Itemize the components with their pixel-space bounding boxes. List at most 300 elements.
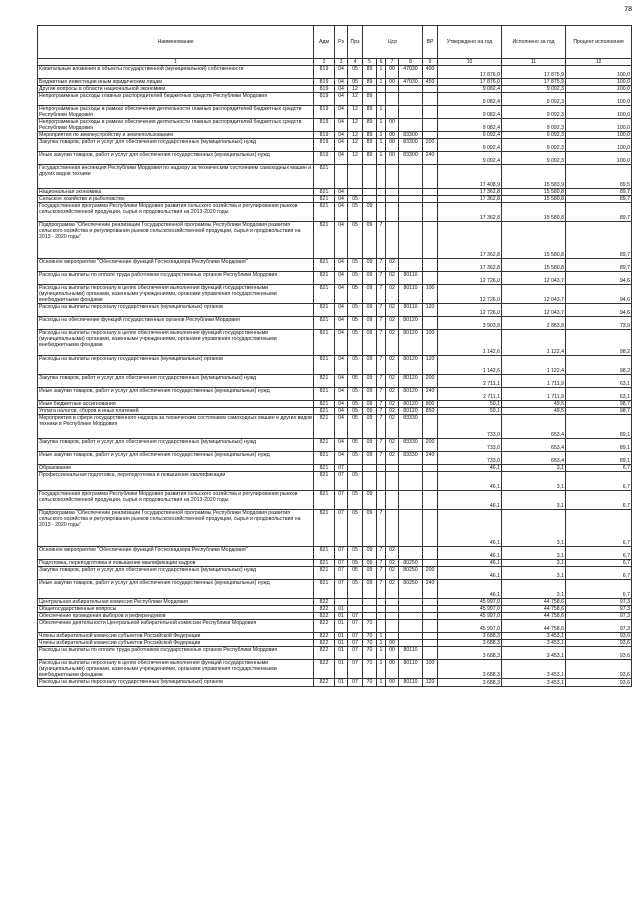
table-cell-csr-event	[386, 620, 399, 633]
table-cell-fact: 2 883,8	[502, 317, 566, 330]
table-cell-csr-direction: 83300	[399, 139, 423, 152]
table-cell-plan: 3 903,8	[438, 317, 502, 330]
table-cell-csr-program: 70	[363, 633, 377, 640]
table-cell-rz: 07	[335, 547, 348, 560]
table-cell-csr-event: 00	[386, 660, 399, 679]
table-cell-fact: 3 453,1	[502, 633, 566, 640]
table-cell-prz: 07	[348, 620, 363, 633]
table-cell-rz: 04	[335, 79, 348, 86]
table-cell-prz	[348, 189, 363, 196]
table-cell-prz	[348, 165, 363, 189]
table-cell-percent: 93,6	[566, 633, 632, 640]
table-cell-name: Подпрограмма "Обеспечение реализации Государственной программы Республики Мордовия развития сельского хозяйства и регулирования рынков сельскохозяйственной продукции, сырья и продовольствия на 2013 - 2020 годы"	[38, 510, 314, 547]
col-header-vr: ВР	[423, 26, 438, 59]
col-header-fact: Исполнено за год	[502, 26, 566, 59]
table-cell-plan: 17 362,8	[438, 189, 502, 196]
table-cell-percent: 93,6	[566, 660, 632, 679]
table-cell-plan: 733,0	[438, 439, 502, 452]
table-cell-plan: 1 142,6	[438, 356, 502, 375]
table-cell-csr-program: 09	[363, 222, 377, 259]
table-cell-csr-subprogram: 7	[377, 272, 386, 285]
table-cell-csr-program: 70	[363, 679, 377, 687]
table-cell-name: Иные закупки товаров, работ и услуг для обеспечения государственных (муниципальных) нужд	[38, 152, 314, 165]
table-cell-vr	[423, 222, 438, 259]
table-cell-csr-direction: 80120	[399, 330, 423, 356]
table-cell-csr-subprogram	[377, 165, 386, 189]
table-cell-csr-direction	[399, 86, 423, 93]
table-cell-adm: 821	[314, 375, 335, 388]
table-cell-prz: 05	[348, 388, 363, 401]
table-cell-csr-subprogram	[377, 599, 386, 606]
table-cell-percent: 89,5	[566, 165, 632, 189]
table-cell-csr-event: 02	[386, 375, 399, 388]
table-row	[38, 640, 632, 647]
table-cell-csr-direction	[399, 203, 423, 222]
table-cell-csr-program: 09	[363, 547, 377, 560]
table-cell-csr-subprogram: 7	[377, 375, 386, 388]
table-cell-vr	[423, 510, 438, 547]
table-cell-rz: 04	[335, 106, 348, 119]
table-cell-name: Капитальные вложения в объекты государственной (муниципальной) собственности	[38, 66, 314, 79]
table-cell-csr-direction	[399, 196, 423, 203]
table-cell-adm: 819	[314, 66, 335, 79]
table-cell-vr	[423, 547, 438, 560]
table-cell-prz: 12	[348, 86, 363, 93]
table-cell-rz: 04	[335, 139, 348, 152]
table-cell-rz: 04	[335, 119, 348, 132]
table-cell-csr-subprogram	[377, 620, 386, 633]
table-cell-prz: 05	[348, 304, 363, 317]
table-row	[38, 93, 632, 106]
table-cell-plan: 733,0	[438, 415, 502, 439]
table-cell-rz: 04	[335, 401, 348, 408]
table-row	[38, 330, 632, 356]
table-cell-csr-direction: 80110	[399, 304, 423, 317]
table-cell-vr: 240	[423, 580, 438, 599]
table-cell-csr-event	[386, 465, 399, 472]
table-cell-rz	[335, 599, 348, 606]
table-cell-csr-program: 09	[363, 388, 377, 401]
table-cell-adm: 821	[314, 285, 335, 304]
table-cell-prz: 05	[348, 285, 363, 304]
table-cell-prz: 12	[348, 139, 363, 152]
table-cell-csr-program: 89	[363, 93, 377, 106]
table-cell-adm: 821	[314, 330, 335, 356]
table-row	[38, 152, 632, 165]
table-cell-plan: 17 362,8	[438, 259, 502, 272]
table-cell-csr-subprogram	[377, 196, 386, 203]
table-cell-fact: 9 092,3	[502, 139, 566, 152]
table-cell-rz: 04	[335, 222, 348, 259]
col-header-name: Наименование	[38, 26, 314, 59]
table-cell-vr	[423, 259, 438, 272]
table-row	[38, 401, 632, 408]
table-cell-adm: 821	[314, 560, 335, 567]
table-cell-csr-subprogram: 7	[377, 285, 386, 304]
table-cell-plan: 2 711,1	[438, 375, 502, 388]
table-cell-adm: 819	[314, 119, 335, 132]
table-cell-rz: 01	[335, 620, 348, 633]
table-cell-adm: 822	[314, 620, 335, 633]
table-cell-fact: 9 092,3	[502, 152, 566, 165]
col-number: 6	[377, 59, 386, 66]
table-cell-csr-subprogram	[377, 189, 386, 196]
table-cell-percent: 98,7	[566, 408, 632, 415]
table-cell-vr	[423, 189, 438, 196]
table-cell-adm: 821	[314, 465, 335, 472]
table-cell-csr-event: 00	[386, 119, 399, 132]
table-cell-plan: 9 082,4	[438, 106, 502, 119]
table-cell-csr-event	[386, 606, 399, 613]
table-cell-vr: 120	[423, 304, 438, 317]
table-cell-csr-program: 09	[363, 330, 377, 356]
table-cell-fact: 44 758,6	[502, 620, 566, 633]
table-cell-csr-program: 70	[363, 660, 377, 679]
table-cell-rz: 04	[335, 259, 348, 272]
table-cell-fact: 653,4	[502, 452, 566, 465]
table-cell-vr	[423, 196, 438, 203]
table-cell-percent: 89,7	[566, 222, 632, 259]
table-cell-name: Иные закупки товаров, работ и услуг для обеспечения государственных (муниципальных) нужд	[38, 452, 314, 465]
table-cell-csr-event	[386, 222, 399, 259]
table-cell-vr	[423, 472, 438, 491]
table-cell-csr-program: 09	[363, 375, 377, 388]
table-cell-csr-program: 89	[363, 139, 377, 152]
table-cell-adm: 822	[314, 633, 335, 640]
table-cell-percent: 63,1	[566, 375, 632, 388]
table-cell-csr-direction	[399, 640, 423, 647]
col-number: 2	[314, 59, 335, 66]
table-row	[38, 560, 632, 567]
table-cell-csr-event	[386, 491, 399, 510]
table-cell-fact: 17 875,9	[502, 79, 566, 86]
table-cell-csr-program	[363, 472, 377, 491]
table-cell-percent: 73,9	[566, 317, 632, 330]
table-cell-csr-event: 00	[386, 139, 399, 152]
table-cell-vr: 240	[423, 152, 438, 165]
table-cell-rz: 01	[335, 613, 348, 620]
table-cell-rz: 01	[335, 647, 348, 660]
table-cell-name: Расходы на выплаты персоналу государственных (муниципальных) органов	[38, 679, 314, 687]
table-row	[38, 388, 632, 401]
table-cell-csr-direction	[399, 491, 423, 510]
table-cell-plan: 2 711,1	[438, 388, 502, 401]
table-row	[38, 567, 632, 580]
table-cell-prz: 05	[348, 196, 363, 203]
table-row	[38, 132, 632, 139]
table-cell-plan: 46,1	[438, 580, 502, 599]
header-number-row	[38, 59, 632, 66]
table-cell-rz: 07	[335, 472, 348, 491]
table-cell-fact: 15 583,9	[502, 165, 566, 189]
table-cell-prz: 05	[348, 330, 363, 356]
table-cell-plan: 50,1	[438, 401, 502, 408]
table-cell-percent: 94,6	[566, 272, 632, 285]
table-cell-name: Закупка товаров, работ и услуг для обеспечения государственных (муниципальных) нужд	[38, 139, 314, 152]
table-cell-csr-subprogram: 1	[377, 132, 386, 139]
table-cell-csr-direction: 80120	[399, 408, 423, 415]
table-cell-vr: 240	[423, 388, 438, 401]
table-cell-plan: 3 688,3	[438, 633, 502, 640]
table-cell-adm: 822	[314, 647, 335, 660]
table-row	[38, 66, 632, 79]
col-number: 8	[399, 59, 423, 66]
table-cell-csr-program: 70	[363, 620, 377, 633]
table-cell-adm: 821	[314, 567, 335, 580]
table-row	[38, 580, 632, 599]
col-number: 7	[386, 59, 399, 66]
table-cell-fact: 49,5	[502, 401, 566, 408]
table-cell-percent: 6,7	[566, 491, 632, 510]
table-cell-vr	[423, 317, 438, 330]
table-cell-name: Расходы на выплаты персоналу в целях обеспечения выполнения функций государственными (муниципальными) органами, казенными учреждениями, органами управления государственными внебюджетными фондами	[38, 330, 314, 356]
table-cell-plan: 9 092,4	[438, 152, 502, 165]
table-cell-name: Подпрограмма "Обеспечение реализации Государственной программы Республики Мордовия развития сельского хозяйства и регулирования рынков сельскохозяйственной продукции, сырья и продовольствия на 2013 - 2020 годы"	[38, 222, 314, 259]
table-cell-csr-event: 00	[386, 679, 399, 687]
table-cell-plan: 9 082,4	[438, 93, 502, 106]
col-header-adm: Адм	[314, 26, 335, 59]
table-cell-prz: 05	[348, 317, 363, 330]
table-cell-plan: 17 362,8	[438, 203, 502, 222]
table-cell-name: Иные бюджетные ассигнования	[38, 401, 314, 408]
table-cell-fact: 9 092,3	[502, 86, 566, 93]
table-cell-adm: 822	[314, 606, 335, 613]
table-cell-adm: 821	[314, 452, 335, 465]
table-cell-rz: 04	[335, 388, 348, 401]
col-header-pct: Процент исполнения	[566, 26, 632, 59]
table-cell-percent: 89,1	[566, 439, 632, 452]
table-cell-vr	[423, 491, 438, 510]
table-cell-csr-event: 02	[386, 259, 399, 272]
table-cell-percent: 93,6	[566, 640, 632, 647]
table-cell-csr-direction: 80110	[399, 660, 423, 679]
table-cell-csr-subprogram	[377, 203, 386, 222]
table-cell-name: Непрограммные расходы в рамках обеспечения деятельности главных распорядителей бюджетных средств Республики Мордовия	[38, 119, 314, 132]
table-cell-csr-direction: 47030	[399, 66, 423, 79]
table-cell-percent: 100,0	[566, 66, 632, 79]
table-cell-csr-direction	[399, 222, 423, 259]
table-cell-csr-subprogram: 7	[377, 222, 386, 259]
table-cell-adm: 821	[314, 547, 335, 560]
table-cell-adm: 821	[314, 510, 335, 547]
table-cell-csr-event: 00	[386, 132, 399, 139]
table-cell-prz: 05	[348, 259, 363, 272]
table-cell-fact: 3 453,1	[502, 660, 566, 679]
table-cell-prz: 05	[348, 560, 363, 567]
table-cell-rz: 04	[335, 304, 348, 317]
table-cell-rz: 04	[335, 132, 348, 139]
table-cell-csr-direction: 83330	[399, 452, 423, 465]
table-cell-csr-direction: 80110	[399, 272, 423, 285]
table-cell-name: Мероприятия по землеустройству и землепользованию	[38, 132, 314, 139]
table-cell-csr-subprogram: 1	[377, 66, 386, 79]
table-cell-adm: 819	[314, 86, 335, 93]
table-cell-csr-program	[363, 606, 377, 613]
table-cell-csr-event: 02	[386, 388, 399, 401]
table-cell-fact: 3,1	[502, 560, 566, 567]
table-cell-adm: 821	[314, 189, 335, 196]
table-cell-csr-direction	[399, 93, 423, 106]
table-cell-csr-event: 00	[386, 79, 399, 86]
table-cell-rz: 04	[335, 408, 348, 415]
col-header-plan: Утверждено на год	[438, 26, 502, 59]
table-cell-adm: 822	[314, 679, 335, 687]
table-cell-prz: 07	[348, 647, 363, 660]
table-cell-csr-program	[363, 86, 377, 93]
table-cell-plan: 45 997,0	[438, 620, 502, 633]
table-cell-adm: 821	[314, 222, 335, 259]
table-cell-fact: 9 092,3	[502, 106, 566, 119]
table-cell-percent: 100,0	[566, 152, 632, 165]
table-cell-vr	[423, 132, 438, 139]
table-cell-rz: 07	[335, 580, 348, 599]
table-cell-rz: 04	[335, 415, 348, 439]
table-cell-rz: 07	[335, 510, 348, 547]
table-cell-csr-program	[363, 196, 377, 203]
table-cell-csr-direction	[399, 259, 423, 272]
table-cell-csr-subprogram: 7	[377, 317, 386, 330]
table-cell-plan: 3 688,3	[438, 679, 502, 687]
table-cell-rz: 01	[335, 640, 348, 647]
table-cell-name: Общегосударственные вопросы	[38, 606, 314, 613]
table-cell-adm: 821	[314, 356, 335, 375]
table-row	[38, 679, 632, 687]
table-cell-percent: 93,6	[566, 679, 632, 687]
table-cell-percent: 100,0	[566, 93, 632, 106]
table-cell-rz: 04	[335, 317, 348, 330]
table-cell-csr-program: 09	[363, 560, 377, 567]
table-cell-percent: 100,0	[566, 106, 632, 119]
table-cell-csr-subprogram	[377, 613, 386, 620]
table-cell-name: Закупка товаров, работ и услуг для обеспечения государственных (муниципальных) нужд	[38, 567, 314, 580]
table-row	[38, 106, 632, 119]
table-cell-adm: 821	[314, 439, 335, 452]
table-cell-plan: 12 726,0	[438, 285, 502, 304]
table-body	[38, 66, 632, 687]
table-cell-name: Закупка товаров, работ и услуг для обеспечения государственных (муниципальных) нужд	[38, 375, 314, 388]
table-cell-name: Бюджетные инвестиции иным юридическим лицам	[38, 79, 314, 86]
table-cell-csr-direction	[399, 613, 423, 620]
table-cell-csr-event	[386, 93, 399, 106]
table-cell-prz: 05	[348, 491, 363, 510]
table-cell-csr-direction	[399, 620, 423, 633]
table-cell-name: Расходы на выплаты персоналу государственных (муниципальных) органов	[38, 304, 314, 317]
table-cell-csr-event	[386, 599, 399, 606]
table-cell-adm: 821	[314, 408, 335, 415]
table-cell-vr	[423, 599, 438, 606]
col-number: 11	[502, 59, 566, 66]
table-cell-csr-event	[386, 106, 399, 119]
table-cell-csr-program	[363, 599, 377, 606]
table-cell-csr-direction: 83330	[399, 415, 423, 439]
table-cell-adm: 821	[314, 165, 335, 189]
table-cell-vr	[423, 119, 438, 132]
table-cell-prz: 05	[348, 580, 363, 599]
table-row	[38, 660, 632, 679]
table-cell-percent: 6,7	[566, 465, 632, 472]
table-cell-csr-event: 02	[386, 330, 399, 356]
table-row	[38, 139, 632, 152]
table-cell-percent: 100,0	[566, 79, 632, 86]
table-cell-fact: 12 043,7	[502, 285, 566, 304]
table-row	[38, 165, 632, 189]
table-cell-csr-event: 02	[386, 560, 399, 567]
table-cell-csr-program: 09	[363, 439, 377, 452]
table-cell-prz	[348, 606, 363, 613]
table-cell-prz	[348, 599, 363, 606]
table-cell-csr-direction: 83330	[399, 439, 423, 452]
table-cell-csr-direction	[399, 599, 423, 606]
table-cell-plan: 50,1	[438, 408, 502, 415]
table-cell-plan: 9 082,4	[438, 119, 502, 132]
table-cell-adm: 819	[314, 106, 335, 119]
table-cell-name: Расходы на выплаты по оплате труда работников государственных органов Республики Мордовия	[38, 272, 314, 285]
col-number: 4	[348, 59, 363, 66]
table-cell-csr-subprogram: 7	[377, 304, 386, 317]
table-cell-vr	[423, 415, 438, 439]
table-cell-csr-subprogram: 1	[377, 647, 386, 660]
table-cell-csr-subprogram: 7	[377, 547, 386, 560]
table-cell-adm: 822	[314, 613, 335, 620]
table-cell-percent: 63,1	[566, 388, 632, 401]
table-cell-adm: 819	[314, 93, 335, 106]
table-cell-csr-direction: 80120	[399, 375, 423, 388]
table-cell-percent: 6,7	[566, 472, 632, 491]
table-cell-csr-event: 02	[386, 317, 399, 330]
table-cell-csr-subprogram	[377, 491, 386, 510]
table-cell-plan: 12 726,0	[438, 304, 502, 317]
table-cell-csr-event	[386, 203, 399, 222]
table-cell-percent: 100,0	[566, 119, 632, 132]
table-cell-name: Мероприятия в сфере государственного надзора за техническим состоянием самоходных машин и других видов техники в Республике Мордовия	[38, 415, 314, 439]
table-row	[38, 491, 632, 510]
table-cell-fact: 3,1	[502, 472, 566, 491]
table-cell-prz: 05	[348, 547, 363, 560]
table-cell-percent: 89,7	[566, 259, 632, 272]
table-cell-plan: 46,1	[438, 547, 502, 560]
col-header-csr: Цср	[363, 26, 423, 59]
table-cell-csr-direction: 80110	[399, 285, 423, 304]
table-cell-prz: 05	[348, 452, 363, 465]
table-cell-name: Обеспечение проведения выборов и референдумов	[38, 613, 314, 620]
table-cell-csr-direction: 80120	[399, 356, 423, 375]
table-row	[38, 620, 632, 633]
table-cell-vr: 100	[423, 330, 438, 356]
table-cell-plan: 46,1	[438, 491, 502, 510]
table-cell-csr-event	[386, 510, 399, 547]
table-cell-fact: 1 711,9	[502, 388, 566, 401]
table-cell-name: Другие вопросы в области национальной экономики	[38, 86, 314, 93]
table-cell-rz: 04	[335, 272, 348, 285]
table-row	[38, 285, 632, 304]
table-cell-percent: 89,7	[566, 203, 632, 222]
table-cell-vr: 200	[423, 567, 438, 580]
table-cell-csr-subprogram: 1	[377, 633, 386, 640]
table-row	[38, 647, 632, 660]
table-cell-prz: 05	[348, 66, 363, 79]
page-number: 78	[624, 6, 632, 13]
table-cell-csr-direction: 80250	[399, 567, 423, 580]
table-cell-plan: 9 092,4	[438, 132, 502, 139]
table-cell-csr-program: 09	[363, 580, 377, 599]
table-cell-csr-subprogram: 7	[377, 452, 386, 465]
table-cell-vr: 850	[423, 408, 438, 415]
table-cell-vr	[423, 93, 438, 106]
table-cell-csr-program: 09	[363, 356, 377, 375]
table-cell-csr-direction: 80110	[399, 647, 423, 660]
table-cell-csr-subprogram: 7	[377, 567, 386, 580]
table-cell-rz: 01	[335, 606, 348, 613]
